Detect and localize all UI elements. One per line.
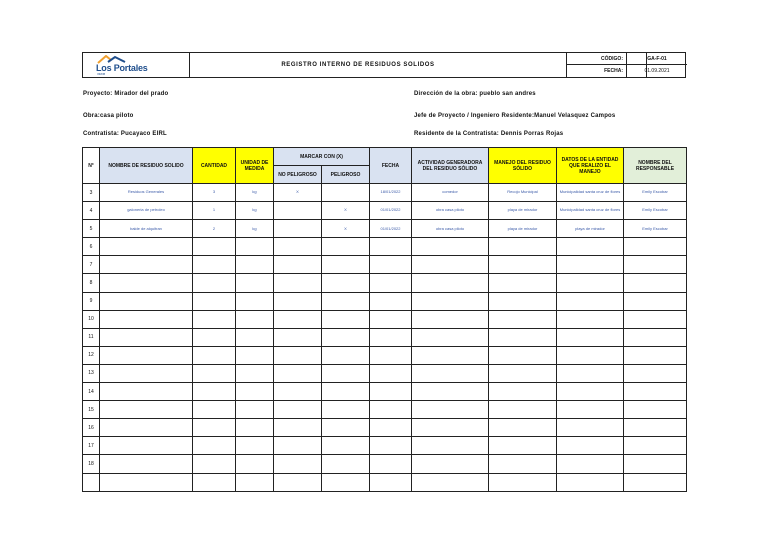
cell-no-peligroso[interactable] — [274, 292, 322, 310]
cell-responsable[interactable] — [624, 364, 687, 382]
cell-datos[interactable] — [557, 364, 624, 382]
obra-line: Obra:casa piloto — [83, 113, 134, 119]
code-value: GA-F-01 — [627, 53, 687, 65]
cell-datos[interactable]: Municipalidad santa cruz de flores — [557, 184, 624, 202]
logo-sub: INMOB — [97, 73, 106, 76]
cell-manejo[interactable] — [489, 292, 557, 310]
cell-actividad[interactable] — [412, 364, 489, 382]
cell-no-peligroso[interactable] — [274, 274, 322, 292]
cell-peligroso[interactable]: X — [322, 220, 370, 238]
cell-fecha[interactable] — [370, 310, 412, 328]
cell-unidad[interactable]: kg — [236, 220, 274, 238]
cell-actividad[interactable] — [412, 292, 489, 310]
table-row — [83, 256, 687, 274]
cell-cantidad[interactable] — [193, 383, 236, 401]
cell-cantidad[interactable] — [193, 346, 236, 364]
cell-no-peligroso[interactable] — [274, 401, 322, 419]
table-row — [83, 455, 687, 473]
cell-actividad[interactable]: comedor — [412, 184, 489, 202]
cell-no-peligroso[interactable] — [274, 437, 322, 455]
date-value: 01.09.2021 — [644, 68, 670, 74]
cell-nombre[interactable] — [100, 437, 193, 455]
cell-no-peligroso[interactable] — [274, 455, 322, 473]
cell-num[interactable] — [83, 473, 100, 491]
cell-cantidad[interactable] — [193, 310, 236, 328]
cell-nombre[interactable] — [100, 274, 193, 292]
cell-peligroso[interactable] — [322, 455, 370, 473]
cell-num[interactable]: 13 — [83, 364, 100, 382]
cell-manejo[interactable] — [489, 419, 557, 437]
cell-actividad[interactable] — [412, 401, 489, 419]
cell-nombre[interactable] — [100, 401, 193, 419]
cell-fecha[interactable] — [370, 473, 412, 491]
cell-datos[interactable] — [557, 419, 624, 437]
cell-manejo[interactable]: playa de mirador — [489, 220, 557, 238]
residente-line: Residente de la Contratista: Dennis Porras Rojas — [414, 131, 564, 137]
table-row — [83, 437, 687, 455]
cell-manejo[interactable] — [489, 473, 557, 491]
cell-cantidad[interactable] — [193, 437, 236, 455]
cell-no-peligroso[interactable] — [274, 383, 322, 401]
cell-nombre[interactable] — [100, 364, 193, 382]
cell-fecha[interactable] — [370, 364, 412, 382]
cell-responsable[interactable]: Emily Escobar — [624, 202, 687, 220]
cell-cantidad[interactable] — [193, 238, 236, 256]
cell-datos[interactable]: Municipalidad santa cruz de flores — [557, 202, 624, 220]
cell-peligroso[interactable] — [322, 328, 370, 346]
cell-datos[interactable] — [557, 383, 624, 401]
cell-responsable[interactable] — [624, 238, 687, 256]
cell-unidad[interactable] — [236, 274, 274, 292]
cell-actividad[interactable] — [412, 256, 489, 274]
cell-unidad[interactable] — [236, 401, 274, 419]
cell-num[interactable]: 8 — [83, 274, 100, 292]
table-row — [83, 292, 687, 310]
cell-nombre[interactable] — [100, 292, 193, 310]
cell-datos[interactable]: playa de mirador — [557, 220, 624, 238]
cell-fecha[interactable] — [370, 455, 412, 473]
cell-unidad[interactable] — [236, 419, 274, 437]
col-fecha: FECHA — [370, 148, 412, 184]
table-row — [83, 328, 687, 346]
table-row — [83, 419, 687, 437]
col-num: N° — [83, 148, 100, 184]
cell-responsable[interactable] — [624, 401, 687, 419]
cell-unidad[interactable]: kg — [236, 202, 274, 220]
cell-unidad[interactable] — [236, 437, 274, 455]
cell-datos[interactable] — [557, 274, 624, 292]
cell-unidad[interactable] — [236, 292, 274, 310]
cell-no-peligroso[interactable] — [274, 346, 322, 364]
cell-actividad[interactable] — [412, 383, 489, 401]
cell-actividad[interactable] — [412, 328, 489, 346]
cell-manejo[interactable] — [489, 238, 557, 256]
cell-datos[interactable] — [557, 328, 624, 346]
cell-fecha[interactable] — [370, 419, 412, 437]
cell-nombre[interactable] — [100, 419, 193, 437]
cell-cantidad[interactable] — [193, 274, 236, 292]
jefe-line: Jefe de Proyecto / Ingeniero Residente:Manuel Velasquez Campos — [414, 113, 616, 119]
cell-peligroso[interactable] — [322, 383, 370, 401]
cell-peligroso[interactable] — [322, 419, 370, 437]
cell-num[interactable]: 10 — [83, 310, 100, 328]
cell-nombre[interactable] — [100, 473, 193, 491]
cell-fecha[interactable] — [370, 346, 412, 364]
residuos-table — [82, 147, 687, 492]
col-actividad: ACTIVIDAD GENERADORA DEL RESIDUO SÓLIDO — [412, 148, 489, 184]
cell-unidad[interactable] — [236, 310, 274, 328]
cell-peligroso[interactable] — [322, 238, 370, 256]
cell-datos[interactable] — [557, 238, 624, 256]
table-row — [83, 274, 687, 292]
cell-num[interactable]: 12 — [83, 346, 100, 364]
code-label: CÓDIGO: — [567, 53, 627, 65]
cell-peligroso[interactable]: X — [322, 202, 370, 220]
cell-cantidad[interactable]: 2 — [193, 220, 236, 238]
cell-nombre[interactable] — [100, 328, 193, 346]
cell-unidad[interactable] — [236, 383, 274, 401]
cell-unidad[interactable] — [236, 364, 274, 382]
date-label: FECHA: — [567, 65, 627, 77]
cell-unidad[interactable]: kg — [236, 184, 274, 202]
cell-manejo[interactable]: Recojo Municipal — [489, 184, 557, 202]
cell-responsable[interactable] — [624, 346, 687, 364]
cell-responsable[interactable] — [624, 256, 687, 274]
cell-manejo[interactable]: playa de mirador — [489, 202, 557, 220]
cell-responsable[interactable] — [624, 292, 687, 310]
cell-no-peligroso[interactable]: X — [274, 184, 322, 202]
cell-manejo[interactable] — [489, 383, 557, 401]
cell-responsable[interactable] — [624, 419, 687, 437]
cell-unidad[interactable] — [236, 455, 274, 473]
cell-fecha[interactable]: 01/01/2022 — [370, 202, 412, 220]
cell-fecha[interactable] — [370, 328, 412, 346]
cell-actividad[interactable] — [412, 455, 489, 473]
table-row — [83, 202, 687, 220]
cell-fecha[interactable] — [370, 238, 412, 256]
cell-actividad[interactable] — [412, 419, 489, 437]
cell-responsable[interactable]: Emily Escobar — [624, 220, 687, 238]
cell-nombre[interactable] — [100, 238, 193, 256]
cell-nombre[interactable] — [100, 383, 193, 401]
cell-peligroso[interactable] — [322, 401, 370, 419]
cell-num[interactable]: 17 — [83, 437, 100, 455]
cell-peligroso[interactable] — [322, 274, 370, 292]
col-marcar: MARCAR CON (X) — [274, 148, 370, 166]
cell-peligroso[interactable] — [322, 292, 370, 310]
cell-peligroso[interactable] — [322, 346, 370, 364]
cell-num[interactable]: 6 — [83, 238, 100, 256]
cell-manejo[interactable] — [489, 455, 557, 473]
cell-fecha[interactable] — [370, 256, 412, 274]
table-row — [83, 310, 687, 328]
table-row — [83, 473, 687, 491]
cell-actividad[interactable]: obra casa piloto — [412, 220, 489, 238]
cell-num[interactable]: 7 — [83, 256, 100, 274]
cell-peligroso[interactable] — [322, 310, 370, 328]
cell-responsable[interactable]: Emily Escobar — [624, 184, 687, 202]
cell-actividad[interactable] — [412, 473, 489, 491]
cell-cantidad[interactable] — [193, 473, 236, 491]
cell-cantidad[interactable] — [193, 328, 236, 346]
cell-fecha[interactable] — [370, 437, 412, 455]
cell-num[interactable]: 3 — [83, 184, 100, 202]
col-responsable: NOMBRE DEL RESPONSABLE — [624, 148, 687, 184]
cell-manejo[interactable] — [489, 364, 557, 382]
cell-num[interactable]: 16 — [83, 419, 100, 437]
cell-actividad[interactable]: obra casa piloto — [412, 202, 489, 220]
cell-nombre[interactable] — [100, 310, 193, 328]
cell-manejo[interactable] — [489, 401, 557, 419]
cell-unidad[interactable] — [236, 238, 274, 256]
cell-datos[interactable] — [557, 292, 624, 310]
cell-no-peligroso[interactable] — [274, 473, 322, 491]
cell-peligroso[interactable] — [322, 184, 370, 202]
col-peligroso: PELIGROSO — [322, 166, 370, 184]
contratista-line: Contratista: Pucayaco EIRL — [83, 131, 167, 137]
cell-nombre[interactable] — [100, 256, 193, 274]
cell-no-peligroso[interactable] — [274, 419, 322, 437]
cell-manejo[interactable] — [489, 346, 557, 364]
cell-cantidad[interactable]: 1 — [193, 202, 236, 220]
cell-cantidad[interactable] — [193, 364, 236, 382]
logo-brand: Los Portales — [96, 63, 148, 73]
cell-num[interactable]: 9 — [83, 292, 100, 310]
cell-responsable[interactable] — [624, 473, 687, 491]
cell-unidad[interactable] — [236, 346, 274, 364]
cell-no-peligroso[interactable] — [274, 238, 322, 256]
cell-cantidad[interactable] — [193, 455, 236, 473]
cell-cantidad[interactable] — [193, 419, 236, 437]
col-unidad: UNIDAD DE MEDIDA — [236, 148, 274, 184]
col-no-peligroso: NO PELIGROSO — [274, 166, 322, 184]
table-row — [83, 383, 687, 401]
cell-num[interactable]: 18 — [83, 455, 100, 473]
cell-datos[interactable] — [557, 346, 624, 364]
form-header — [82, 52, 686, 78]
cell-peligroso[interactable] — [322, 473, 370, 491]
cell-no-peligroso[interactable] — [274, 364, 322, 382]
cell-datos[interactable] — [557, 310, 624, 328]
col-cantidad: CANTIDAD — [193, 148, 236, 184]
cell-datos[interactable] — [557, 401, 624, 419]
cell-manejo[interactable] — [489, 274, 557, 292]
cell-nombre[interactable] — [100, 455, 193, 473]
cell-fecha[interactable]: 01/01/2022 — [370, 220, 412, 238]
cell-datos[interactable] — [557, 437, 624, 455]
cell-unidad[interactable] — [236, 256, 274, 274]
cell-actividad[interactable] — [412, 437, 489, 455]
table-row — [83, 401, 687, 419]
cell-manejo[interactable] — [489, 437, 557, 455]
cell-responsable[interactable] — [624, 383, 687, 401]
cell-actividad[interactable] — [412, 274, 489, 292]
cell-responsable[interactable] — [624, 437, 687, 455]
cell-nombre[interactable]: galoneria de petroleo — [100, 202, 193, 220]
cell-num[interactable]: 14 — [83, 383, 100, 401]
cell-unidad[interactable] — [236, 328, 274, 346]
direccion-line: Dirección de la obra: pueblo san andres — [414, 91, 536, 97]
cell-no-peligroso[interactable] — [274, 256, 322, 274]
cell-no-peligroso[interactable] — [274, 220, 322, 238]
cell-peligroso[interactable] — [322, 364, 370, 382]
cell-nombre[interactable]: balde de alquitran — [100, 220, 193, 238]
cell-responsable[interactable] — [624, 274, 687, 292]
cell-num[interactable]: 4 — [83, 202, 100, 220]
proyecto-line: Proyecto: Mirador del prado — [83, 91, 169, 97]
table-row — [83, 238, 687, 256]
cell-responsable[interactable] — [624, 455, 687, 473]
col-nombre: NOMBRE DE RESIDUO SOLIDO — [100, 148, 193, 184]
cell-fecha[interactable] — [370, 274, 412, 292]
cell-num[interactable]: 11 — [83, 328, 100, 346]
cell-manejo[interactable] — [489, 310, 557, 328]
cell-unidad[interactable] — [236, 473, 274, 491]
table-row — [83, 346, 687, 364]
cell-fecha[interactable] — [370, 383, 412, 401]
cell-cantidad[interactable]: 3 — [193, 184, 236, 202]
cell-actividad[interactable] — [412, 346, 489, 364]
cell-fecha[interactable] — [370, 292, 412, 310]
cell-num[interactable]: 15 — [83, 401, 100, 419]
cell-datos[interactable] — [557, 455, 624, 473]
cell-datos[interactable] — [557, 256, 624, 274]
col-manejo: MANEJO DEL RESIDUO SÓLIDO — [489, 148, 557, 184]
cell-actividad[interactable] — [412, 238, 489, 256]
cell-nombre[interactable]: Residuos Generales — [100, 184, 193, 202]
company-logo — [83, 53, 190, 77]
cell-fecha[interactable] — [370, 401, 412, 419]
cell-fecha[interactable]: 18/01/2022 — [370, 184, 412, 202]
cell-datos[interactable] — [557, 473, 624, 491]
cell-cantidad[interactable] — [193, 292, 236, 310]
cell-responsable[interactable] — [624, 310, 687, 328]
cell-cantidad[interactable] — [193, 256, 236, 274]
cell-peligroso[interactable] — [322, 256, 370, 274]
cell-nombre[interactable] — [100, 346, 193, 364]
cell-no-peligroso[interactable] — [274, 328, 322, 346]
cell-cantidad[interactable] — [193, 401, 236, 419]
col-datos: DATOS DE LA ENTIDAD QUE REALIZO EL MANEJO — [557, 148, 624, 184]
meta-grid — [566, 53, 686, 77]
cell-responsable[interactable] — [624, 328, 687, 346]
table-row — [83, 220, 687, 238]
cell-num[interactable]: 5 — [83, 220, 100, 238]
cell-peligroso[interactable] — [322, 437, 370, 455]
cell-no-peligroso[interactable] — [274, 310, 322, 328]
table-row — [83, 364, 687, 382]
cell-manejo[interactable] — [489, 328, 557, 346]
form-title: REGISTRO INTERNO DE RESIDUOS SOLIDOS — [281, 62, 435, 68]
table-row — [83, 184, 687, 202]
cell-no-peligroso[interactable] — [274, 202, 322, 220]
cell-manejo[interactable] — [489, 256, 557, 274]
cell-actividad[interactable] — [412, 310, 489, 328]
